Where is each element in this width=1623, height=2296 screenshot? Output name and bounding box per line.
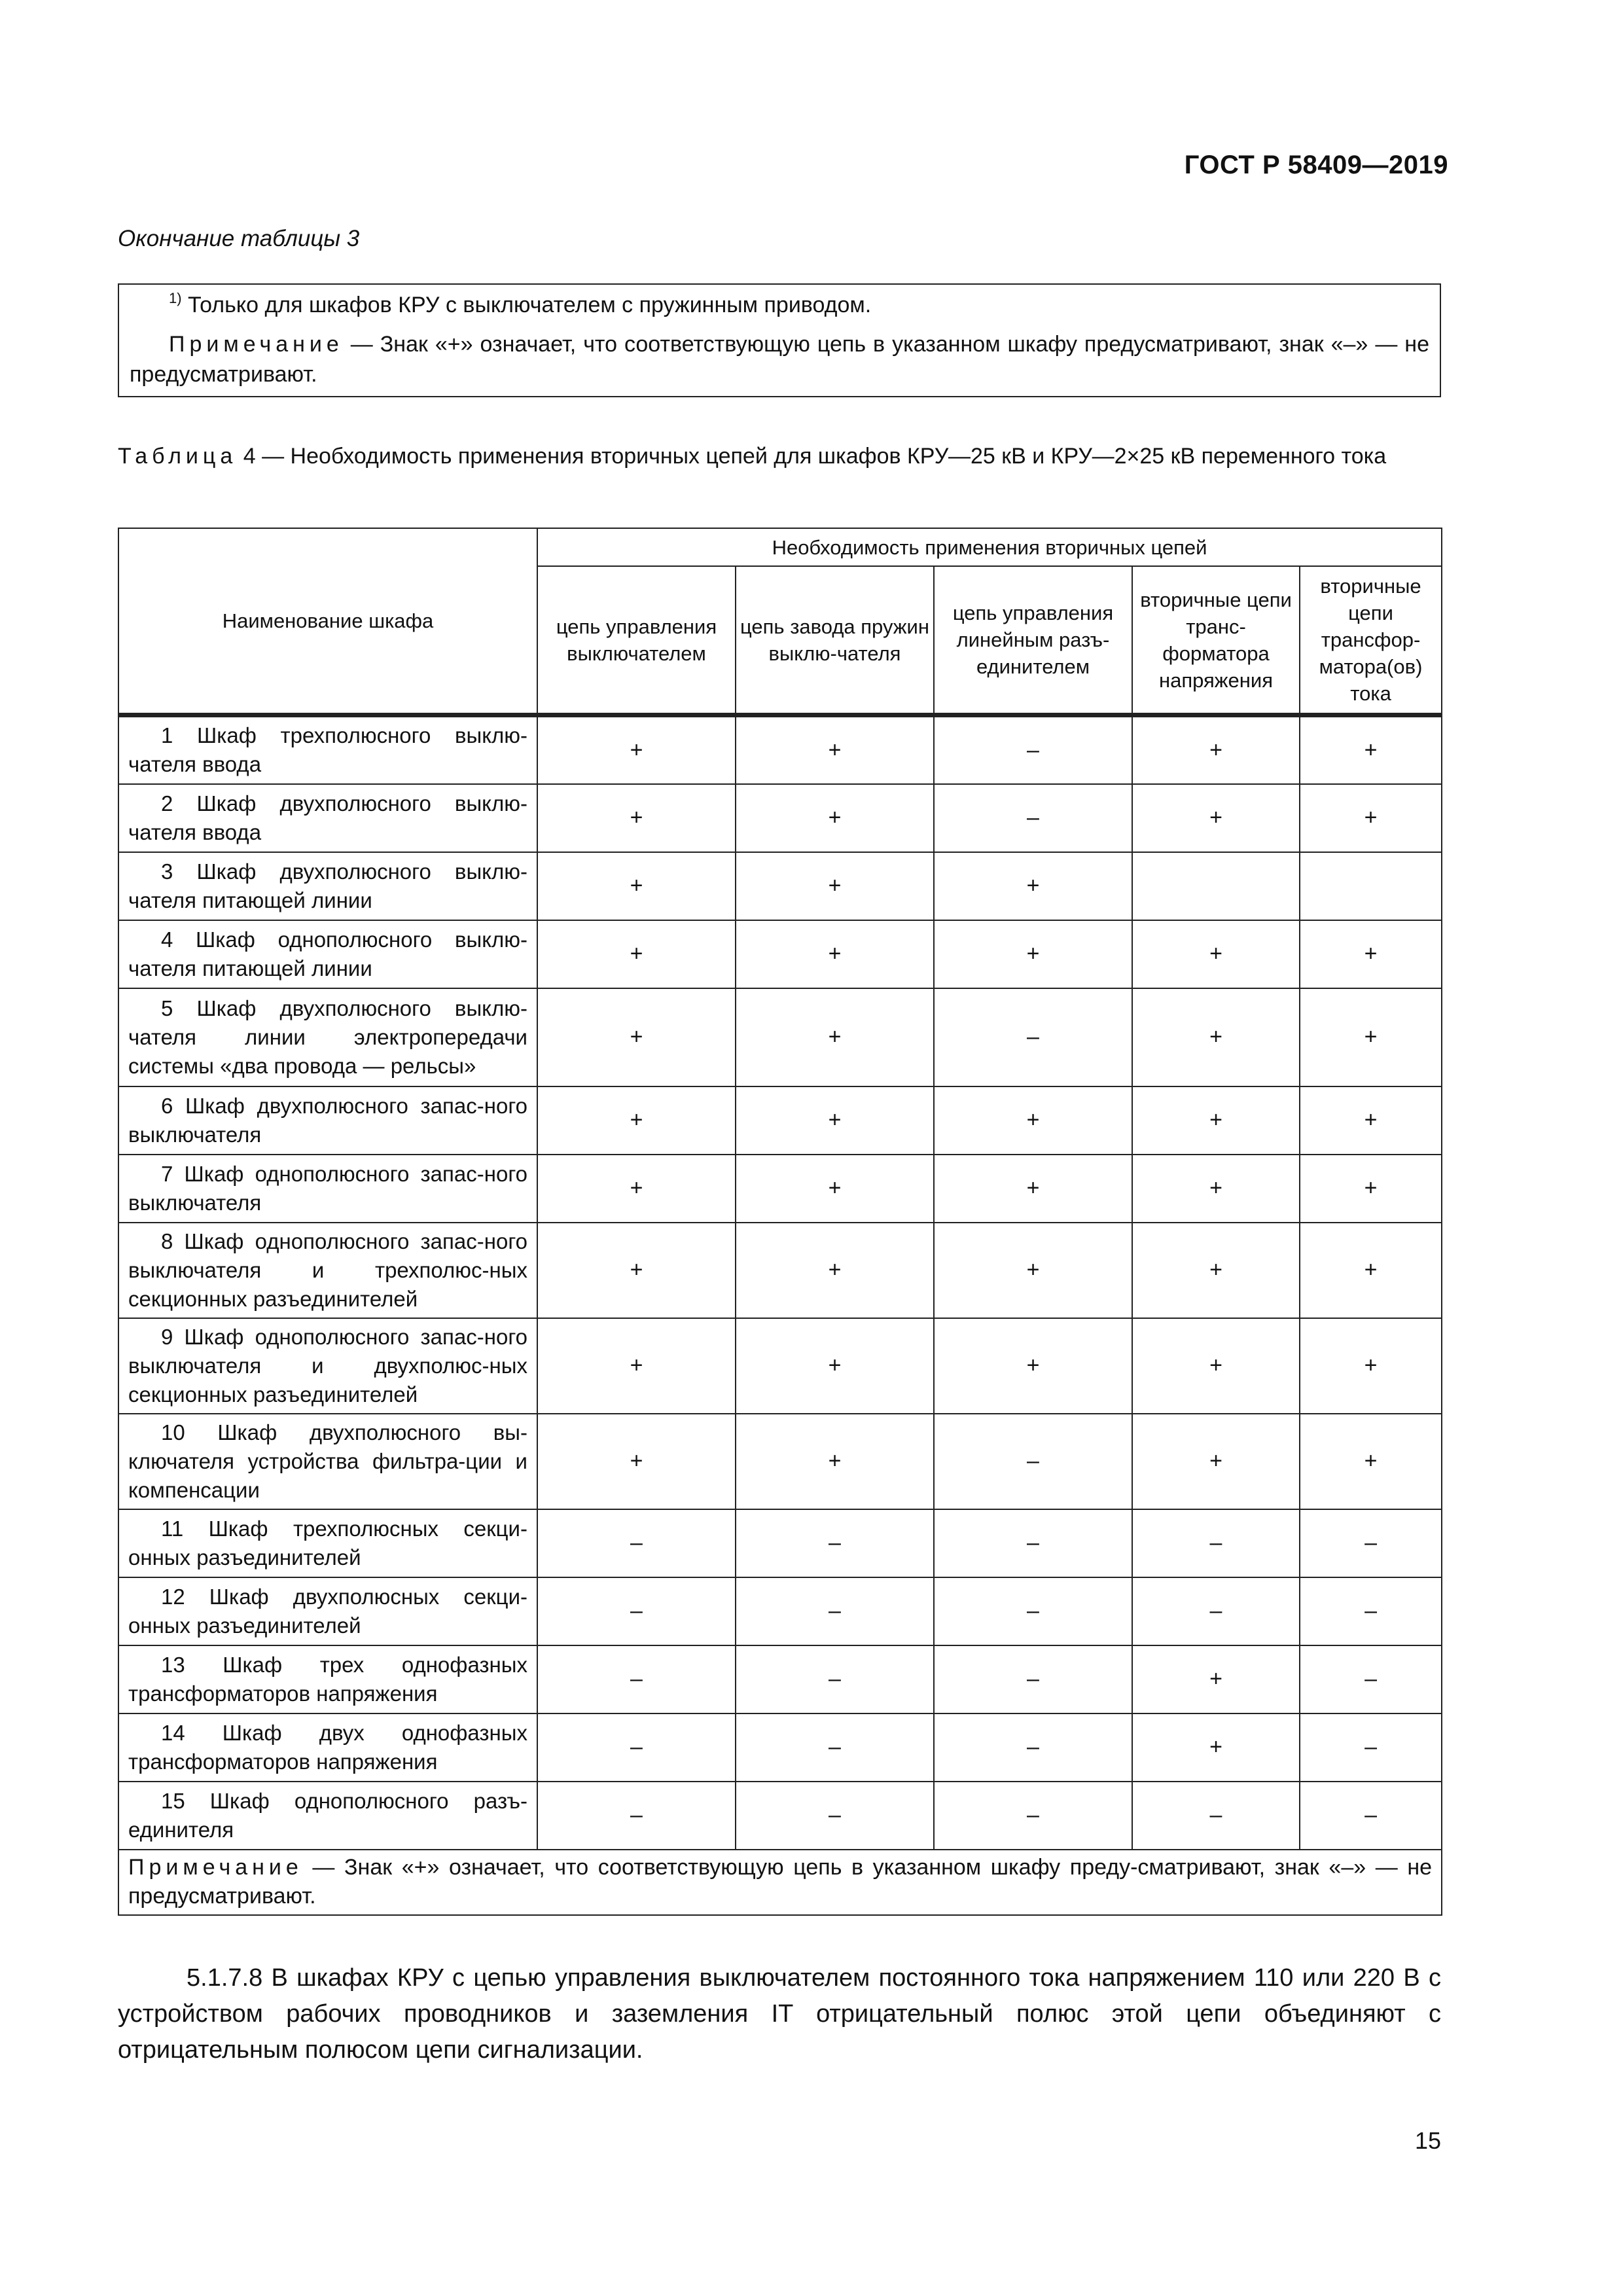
cell-value: + bbox=[537, 1155, 736, 1223]
column-header: вторичные цепи транс-форматора напряжения bbox=[1132, 566, 1300, 713]
table3-ending-box bbox=[118, 283, 1441, 397]
table-row bbox=[118, 1223, 1442, 1318]
continuation-title: Окончание таблицы 3 bbox=[118, 226, 360, 251]
document-code: ГОСТ Р 58409—2019 bbox=[1184, 151, 1448, 179]
cell-value: + bbox=[537, 852, 736, 920]
cell-value: – bbox=[537, 1645, 736, 1713]
table-caption-text: 4 — Необходимость применения вторичных цепей для шкафов КРУ—25 кВ и КРУ—2×25 кВ переменного тока bbox=[237, 444, 1387, 469]
cell-value: – bbox=[736, 1645, 934, 1713]
cell-value: + bbox=[1132, 1223, 1300, 1318]
cell-value: – bbox=[934, 1577, 1132, 1645]
table-body bbox=[118, 716, 1442, 1850]
cell-value: + bbox=[1300, 920, 1442, 988]
footnote bbox=[130, 290, 1429, 320]
cell-value: – bbox=[1300, 1577, 1442, 1645]
row-name: 4 Шкаф однополюсного выклю-чателя питающей линии bbox=[118, 920, 537, 988]
cell-value: + bbox=[537, 1414, 736, 1509]
cell-value: + bbox=[1132, 920, 1300, 988]
cell-value: – bbox=[1300, 1509, 1442, 1577]
table-row bbox=[118, 1782, 1442, 1850]
table-caption-label: Таблица bbox=[118, 444, 238, 469]
cell-value: + bbox=[1132, 1414, 1300, 1509]
cell-value: – bbox=[934, 784, 1132, 852]
cell-value: + bbox=[537, 1086, 736, 1155]
cell-value: + bbox=[934, 1318, 1132, 1414]
cell-value: + bbox=[1132, 716, 1300, 784]
cell-value: + bbox=[1132, 988, 1300, 1086]
table-row bbox=[118, 784, 1442, 852]
row-name: 11 Шкаф трехполюсных секци-онных разъединителей bbox=[118, 1509, 537, 1577]
column-header: цепь управления выключателем bbox=[537, 566, 736, 713]
table-row bbox=[118, 1155, 1442, 1223]
cell-value: + bbox=[1132, 1645, 1300, 1713]
cell-value: + bbox=[1300, 784, 1442, 852]
cell-value: + bbox=[1132, 1086, 1300, 1155]
table-row bbox=[118, 716, 1442, 784]
group-header: Необходимость применения вторичных цепей bbox=[537, 528, 1442, 566]
cell-value: + bbox=[1132, 784, 1300, 852]
row-name: 10 Шкаф двухполюсного вы-ключателя устройства фильтра-ции и компенсации bbox=[118, 1414, 537, 1509]
cell-value: + bbox=[934, 1223, 1132, 1318]
cell-value: – bbox=[934, 716, 1132, 784]
footnote-mark: 1) bbox=[169, 290, 182, 306]
cell-value: + bbox=[736, 988, 934, 1086]
cell-value: – bbox=[1132, 1577, 1300, 1645]
cell-value: – bbox=[934, 1414, 1132, 1509]
cell-value: + bbox=[1132, 1155, 1300, 1223]
row-name: 1 Шкаф трехполюсного выклю-чателя ввода bbox=[118, 716, 537, 784]
cell-value: + bbox=[736, 784, 934, 852]
cell-value: + bbox=[736, 1318, 934, 1414]
note-label: Примечание bbox=[169, 332, 344, 357]
row-name: 14 Шкаф двух однофазных трансформаторов напряжения bbox=[118, 1713, 537, 1782]
cell-value: – bbox=[537, 1782, 736, 1850]
column-header: вторичные цепи трансфор-матора(ов) тока bbox=[1300, 566, 1442, 713]
cell-value: + bbox=[537, 988, 736, 1086]
cell-value: – bbox=[537, 1509, 736, 1577]
row-name: 8 Шкаф однополюсного запас-ного выключателя и трехполюс-ных секционных разъединителей bbox=[118, 1223, 537, 1318]
row-name: 5 Шкаф двухполюсного выклю-чателя линии электропередачи системы «два провода — рельсы» bbox=[118, 988, 537, 1086]
cell-value: – bbox=[1300, 1713, 1442, 1782]
cell-value bbox=[1132, 852, 1300, 920]
table4-note bbox=[118, 1850, 1442, 1915]
cell-value: – bbox=[934, 988, 1132, 1086]
paragraph-text: В шкафах КРУ с цепью управления выключателем постоянного тока напряжением 110 или 220 В с устройством рабочих проводников и заземления IT отрицательный полюс этой цепи объединяют с отрицательным полюсом цепи сигнализации. bbox=[118, 1964, 1441, 2064]
row-name: 3 Шкаф двухполюсного выклю-чателя питающей линии bbox=[118, 852, 537, 920]
cell-value: + bbox=[736, 920, 934, 988]
cell-value: – bbox=[934, 1645, 1132, 1713]
cell-value: + bbox=[537, 1223, 736, 1318]
cell-value: – bbox=[736, 1713, 934, 1782]
table-row bbox=[118, 1577, 1442, 1645]
column-header: цепь управления линейным разъ-единителем bbox=[934, 566, 1132, 713]
cell-value: – bbox=[1300, 1645, 1442, 1713]
cell-value: + bbox=[736, 1086, 934, 1155]
cell-value: + bbox=[1300, 1155, 1442, 1223]
cell-value: – bbox=[1300, 1782, 1442, 1850]
table4-caption bbox=[118, 440, 1441, 473]
cell-value: + bbox=[736, 1414, 934, 1509]
cell-value: + bbox=[736, 1155, 934, 1223]
table-row bbox=[118, 1509, 1442, 1577]
cell-value: – bbox=[1132, 1509, 1300, 1577]
row-name: 9 Шкаф однополюсного запас-ного выключателя и двухполюс-ных секционных разъединителей bbox=[118, 1318, 537, 1414]
cell-value: + bbox=[934, 1086, 1132, 1155]
row-name: 6 Шкаф двухполюсного запас-ного выключателя bbox=[118, 1086, 537, 1155]
cell-value: + bbox=[537, 716, 736, 784]
note-label: Примечание bbox=[128, 1854, 303, 1880]
row-name: 2 Шкаф двухполюсного выклю-чателя ввода bbox=[118, 784, 537, 852]
cell-value: – bbox=[736, 1577, 934, 1645]
table3-note bbox=[130, 329, 1429, 389]
cell-value: – bbox=[934, 1509, 1132, 1577]
cell-value: – bbox=[934, 1782, 1132, 1850]
footnote-text: Только для шкафов КРУ с выключателем с пружинным приводом. bbox=[188, 293, 872, 317]
table4 bbox=[118, 528, 1442, 1916]
cell-value: + bbox=[1300, 1414, 1442, 1509]
cell-value: + bbox=[736, 716, 934, 784]
page-number: 15 bbox=[1414, 2127, 1441, 2154]
column-header-name: Наименование шкафа bbox=[118, 528, 537, 713]
cell-value bbox=[1300, 852, 1442, 920]
cell-value: – bbox=[934, 1713, 1132, 1782]
cell-value: + bbox=[1300, 1318, 1442, 1414]
cell-value: + bbox=[736, 1223, 934, 1318]
cell-value: + bbox=[934, 852, 1132, 920]
table-row bbox=[118, 1414, 1442, 1509]
column-header: цепь завода пружин выклю-чателя bbox=[736, 566, 934, 713]
cell-value: + bbox=[1300, 988, 1442, 1086]
cell-value: + bbox=[1300, 1086, 1442, 1155]
cell-value: + bbox=[1300, 716, 1442, 784]
row-name: 13 Шкаф трех однофазных трансформаторов напряжения bbox=[118, 1645, 537, 1713]
table-row bbox=[118, 1086, 1442, 1155]
paragraph-number: 5.1.7.8 bbox=[187, 1964, 263, 1992]
table-row bbox=[118, 1645, 1442, 1713]
cell-value: – bbox=[736, 1782, 934, 1850]
table-row bbox=[118, 1713, 1442, 1782]
cell-value: + bbox=[537, 784, 736, 852]
cell-value: + bbox=[934, 920, 1132, 988]
table-row bbox=[118, 988, 1442, 1086]
table-row bbox=[118, 852, 1442, 920]
cell-value: + bbox=[736, 852, 934, 920]
row-name: 12 Шкаф двухполюсных секци-онных разъединителей bbox=[118, 1577, 537, 1645]
cell-value: – bbox=[537, 1713, 736, 1782]
cell-value: + bbox=[537, 1318, 736, 1414]
table-row bbox=[118, 1318, 1442, 1414]
cell-value: + bbox=[1132, 1713, 1300, 1782]
cell-value: + bbox=[1300, 1223, 1442, 1318]
cell-value: + bbox=[934, 1155, 1132, 1223]
cell-value: – bbox=[1132, 1782, 1300, 1850]
row-name: 7 Шкаф однополюсного запас-ного выключателя bbox=[118, 1155, 537, 1223]
cell-value: + bbox=[1132, 1318, 1300, 1414]
paragraph-5-1-7-8 bbox=[118, 1960, 1441, 2068]
note-text: — Знак «+» означает, что соответствующую цепь в указанном шкафу преду-сматривают, знак «–» — не предусматривают. bbox=[128, 1854, 1433, 1909]
cell-value: – bbox=[736, 1509, 934, 1577]
note-text: — Знак «+» означает, что соответствующую цепь в указанном шкафу предусматривают, знак «–» — не предусматривают. bbox=[130, 332, 1429, 387]
cell-value: – bbox=[537, 1577, 736, 1645]
cell-value: + bbox=[537, 920, 736, 988]
row-name: 15 Шкаф однополюсного разъ-единителя bbox=[118, 1782, 537, 1850]
table-row bbox=[118, 920, 1442, 988]
